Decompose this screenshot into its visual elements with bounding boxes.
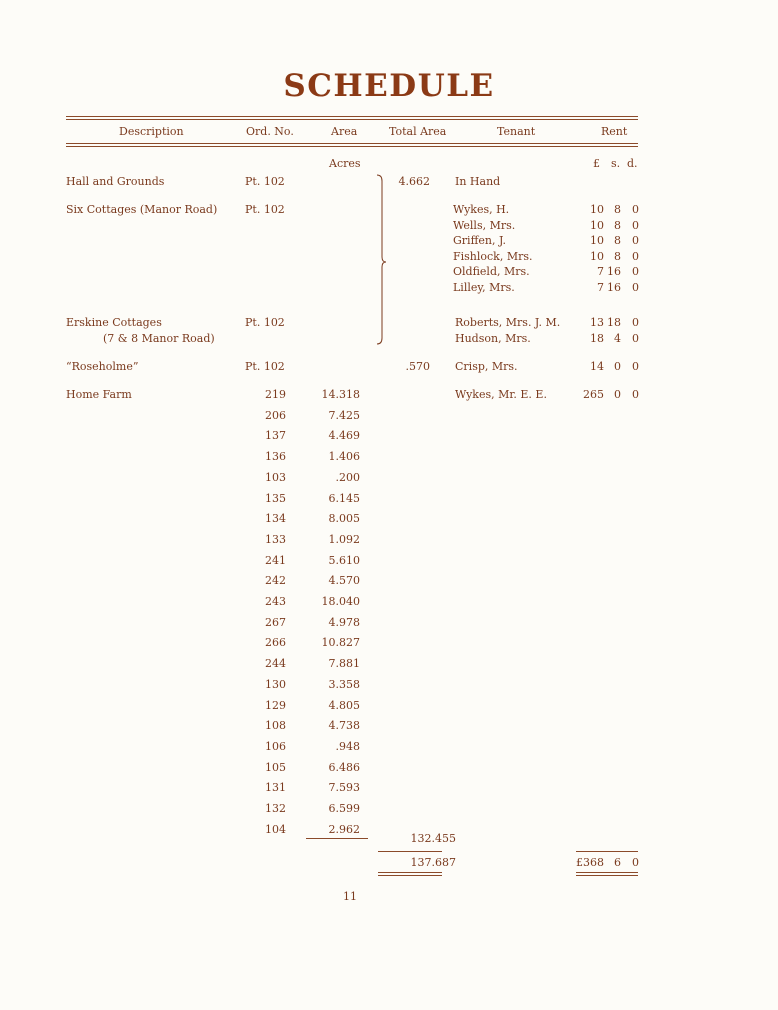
row-roseholme-rent-pence: 0 (632, 360, 639, 373)
col-header-total-area: Total Area (389, 125, 447, 138)
row-home-farm-rent-shillings: 0 (614, 388, 621, 401)
parcel-area: 1.406 (328, 450, 360, 464)
row-home-farm-rent-pounds: 265 (583, 388, 604, 401)
row-cottages-description: Six Cottages (Manor Road) (66, 203, 218, 216)
parcel-area: 7.425 (328, 408, 360, 422)
parcel-area: 4.469 (328, 429, 360, 443)
parcel-area: 14.318 (321, 388, 360, 401)
rent-pence: 0 (632, 331, 639, 345)
parcel-ord-no: 135 (265, 491, 286, 505)
rent-pounds: 18 (590, 331, 604, 345)
rent-pence: 0 (632, 234, 639, 247)
total-area-top-rule (378, 851, 442, 852)
parcel-ord-no: 267 (265, 615, 286, 629)
tenant-name: Fishlock, Mrs. (453, 249, 533, 263)
home-farm-subtotal-area: 132.455 (410, 832, 456, 845)
parcel-area: 7.881 (328, 657, 360, 671)
unit-shillings: s. (611, 157, 621, 170)
header-bottom-rule-2 (66, 146, 638, 147)
rent-pence: 0 (632, 203, 639, 216)
row-cottages-ord-no: Pt. 102 (245, 203, 285, 216)
parcel-ord-no: 244 (265, 657, 286, 671)
parcel-ord-no: 137 (265, 429, 286, 443)
col-header-area: Area (331, 125, 358, 138)
page-number: 11 (343, 890, 357, 903)
rent-pence: 0 (632, 316, 639, 329)
rent-shillings: 16 (607, 265, 621, 278)
total-rent-shillings: 6 (614, 856, 621, 869)
parcel-area: 4.978 (328, 615, 360, 629)
tenant-name: Oldfield, Mrs. (453, 265, 530, 278)
rent-pounds: 10 (590, 234, 604, 247)
col-header-tenant: Tenant (497, 125, 536, 138)
total-rent-top-rule (576, 851, 638, 852)
row-hall-description: Hall and Grounds (66, 175, 165, 188)
rent-pounds: 13 (590, 316, 604, 329)
parcel-area: 4.805 (328, 698, 360, 712)
parcel-area: 6.486 (328, 760, 360, 774)
parcel-ord-no: 242 (265, 574, 286, 588)
tenant-name: Lilley, Mrs. (453, 280, 515, 294)
row-erskine-description-line2: (7 & 8 Manor Road) (103, 332, 215, 345)
tenant-name: Wells, Mrs. (453, 218, 516, 232)
rent-pounds: 10 (590, 218, 604, 232)
unit-pounds: £ (593, 157, 600, 170)
total-rent-pence: 0 (632, 856, 639, 869)
total-area-rule-1 (378, 872, 442, 873)
parcel-ord-no: 134 (265, 512, 286, 526)
row-roseholme-ord-no: Pt. 102 (245, 360, 285, 373)
tenant-name: Hudson, Mrs. (455, 331, 531, 345)
parcel-area: 18.040 (321, 595, 360, 608)
parcel-ord-no: 266 (265, 636, 286, 650)
rent-shillings: 8 (614, 249, 621, 263)
rent-pence: 0 (632, 265, 639, 278)
header-top-rule (66, 116, 638, 117)
rent-shillings: 8 (614, 234, 621, 247)
row-roseholme-rent-shillings: 0 (614, 360, 621, 373)
parcel-area: .948 (335, 739, 360, 753)
rent-pounds: 7 (597, 265, 604, 278)
page-title: SCHEDULE (283, 68, 495, 104)
parcel-ord-no: 136 (265, 450, 286, 464)
rent-pence: 0 (632, 218, 639, 232)
row-roseholme-total-area: .570 (405, 360, 430, 373)
row-hall-ord-no: Pt. 102 (245, 175, 285, 188)
row-roseholme-rent-pounds: 14 (590, 360, 604, 373)
parcel-area: 7.593 (328, 781, 360, 795)
row-hall-tenant: In Hand (455, 175, 501, 188)
row-home-farm-description: Home Farm (66, 388, 132, 401)
parcel-ord-no: 105 (265, 760, 286, 774)
rent-pence: 0 (632, 280, 639, 294)
row-roseholme-tenant: Crisp, Mrs. (455, 360, 518, 373)
total-rent-rule-2 (576, 875, 638, 876)
parcel-ord-no: 106 (265, 739, 286, 753)
rent-shillings: 8 (614, 203, 621, 216)
row-home-farm-rent-pence: 0 (632, 388, 639, 401)
grouping-brace (372, 172, 390, 348)
rent-shillings: 8 (614, 218, 621, 232)
parcel-area: 5.610 (328, 553, 360, 567)
tenant-name: Griffen, J. (453, 234, 507, 247)
parcel-ord-no: 103 (265, 470, 286, 484)
header-top-rule-2 (66, 119, 638, 120)
col-header-rent: Rent (601, 125, 628, 138)
rent-pounds: 10 (590, 249, 604, 263)
rent-pence: 0 (632, 249, 639, 263)
col-header-description: Description (119, 125, 184, 138)
area-subtotal-rule (306, 838, 368, 839)
parcel-ord-no: 133 (265, 532, 286, 546)
parcel-ord-no: 131 (265, 781, 286, 795)
parcel-area: 4.570 (328, 574, 360, 588)
tenant-name: Roberts, Mrs. J. M. (455, 316, 561, 329)
row-roseholme-description: “Roseholme” (66, 360, 139, 373)
total-area-rule-2 (378, 875, 442, 876)
row-erskine-description: Erskine Cottages (66, 316, 162, 329)
header-bottom-rule (66, 143, 638, 144)
total-rent-rule-1 (576, 872, 638, 873)
parcel-ord-no: 219 (265, 388, 286, 401)
rent-shillings: 16 (607, 280, 621, 294)
rent-pounds: 10 (590, 203, 604, 216)
parcel-ord-no: 241 (265, 553, 286, 567)
parcel-area: 8.005 (328, 512, 360, 526)
row-erskine-ord-no: Pt. 102 (245, 316, 285, 329)
parcel-area: .200 (335, 470, 360, 484)
parcel-area: 6.145 (328, 491, 360, 505)
parcel-area: 4.738 (328, 719, 360, 733)
rent-pounds: 7 (597, 280, 604, 294)
total-rent-pounds: £368 (576, 856, 604, 869)
parcel-area: 10.827 (321, 636, 360, 650)
parcel-area: 3.358 (328, 677, 360, 691)
parcel-area: 2.962 (328, 822, 360, 836)
unit-pence: d. (627, 157, 638, 170)
total-area: 137.687 (410, 856, 456, 869)
rent-shillings: 4 (614, 331, 621, 345)
parcel-ord-no: 132 (265, 802, 286, 815)
parcel-ord-no: 206 (265, 408, 286, 422)
parcel-ord-no: 243 (265, 595, 286, 608)
parcel-ord-no: 130 (265, 677, 286, 691)
rent-shillings: 18 (607, 316, 621, 329)
tenant-name: Wykes, H. (453, 203, 510, 216)
parcel-area: 1.092 (328, 532, 360, 546)
parcel-ord-no: 129 (265, 698, 286, 712)
col-header-ord-no: Ord. No. (246, 125, 294, 138)
row-home-farm-tenant: Wykes, Mr. E. E. (455, 388, 547, 401)
parcel-ord-no: 104 (265, 822, 286, 836)
parcel-area: 6.599 (328, 802, 360, 815)
row-hall-total-area: 4.662 (398, 175, 430, 188)
parcel-ord-no: 108 (265, 719, 286, 733)
unit-acres: Acres (329, 157, 361, 170)
